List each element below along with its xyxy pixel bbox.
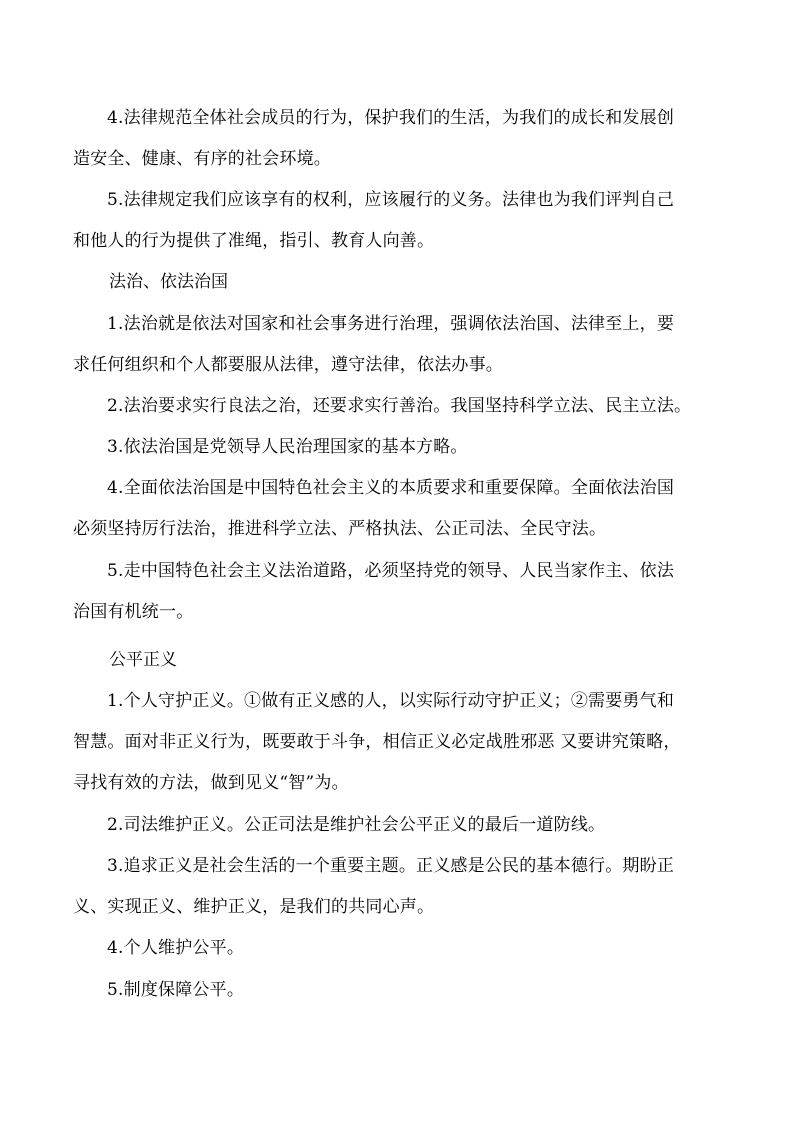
paragraph-line: 1.法治就是依法对国家和社会事务进行治理，强调依法治国、法律至上，要 [107, 314, 675, 334]
paragraph-line: 4.全面依法治国是中国特色社会主义的本质要求和重要保障。全面依法治国 [107, 478, 675, 498]
paragraph-line: 4.个人维护公平。 [107, 938, 245, 958]
paragraph-line: 5.制度保障公平。 [107, 980, 245, 1000]
paragraph-line: 义、实现正义、维护正义，是我们的共同心声。 [73, 897, 435, 917]
paragraph-line: 5.法律规定我们应该享有的权利，应该履行的义务。法律也为我们评判自己 [107, 190, 675, 210]
paragraph-line: 智慧。面对非正义行为，既要敢于斗争，相信正义必定战胜邪恶 又要讲究策略， [73, 732, 681, 752]
paragraph-line: 和他人的行为提供了准绳，指引、教育人向善。 [73, 231, 435, 251]
section-heading-rule-of-law: 法治、依法治国 [109, 272, 228, 292]
paragraph-line: 求任何组织和个人都要服从法律，遵守法律，依法办事。 [73, 355, 503, 375]
paragraph-line: 3.依法治国是党领导人民治理国家的基本方略。 [107, 437, 468, 457]
paragraph-line: 治国有机统一。 [73, 602, 194, 622]
paragraph-line: 2.法治要求实行良法之治，还要求实行善治。我国坚持科学立法、民主立法。 [107, 396, 692, 416]
paragraph-line: 1.个人守护正义。①做有正义感的人，以实际行动守护正义；②需要勇气和 [107, 691, 675, 711]
paragraph-line: 必须坚持厉行法治，推进科学立法、严格执法、公正司法、全民守法。 [73, 519, 607, 539]
paragraph-line: 寻找有效的方法，做到见义“智”为。 [73, 773, 349, 793]
paragraph-line: 5.走中国特色社会主义法治道路，必须坚持党的领导、人民当家作主、依法 [107, 561, 675, 581]
paragraph-line: 4.法律规范全体社会成员的行为，保护我们的生活，为我们的成长和发展创 [107, 108, 675, 128]
paragraph-line: 3.追求正义是社会生活的一个重要主题。正义感是公民的基本德行。期盼正 [107, 856, 675, 876]
section-heading-justice: 公平正义 [109, 650, 177, 670]
paragraph-line: 2.司法维护正义。公正司法是维护社会公平正义的最后一道防线。 [107, 815, 606, 835]
paragraph-line: 造安全、健康、有序的社会环境。 [73, 149, 331, 169]
